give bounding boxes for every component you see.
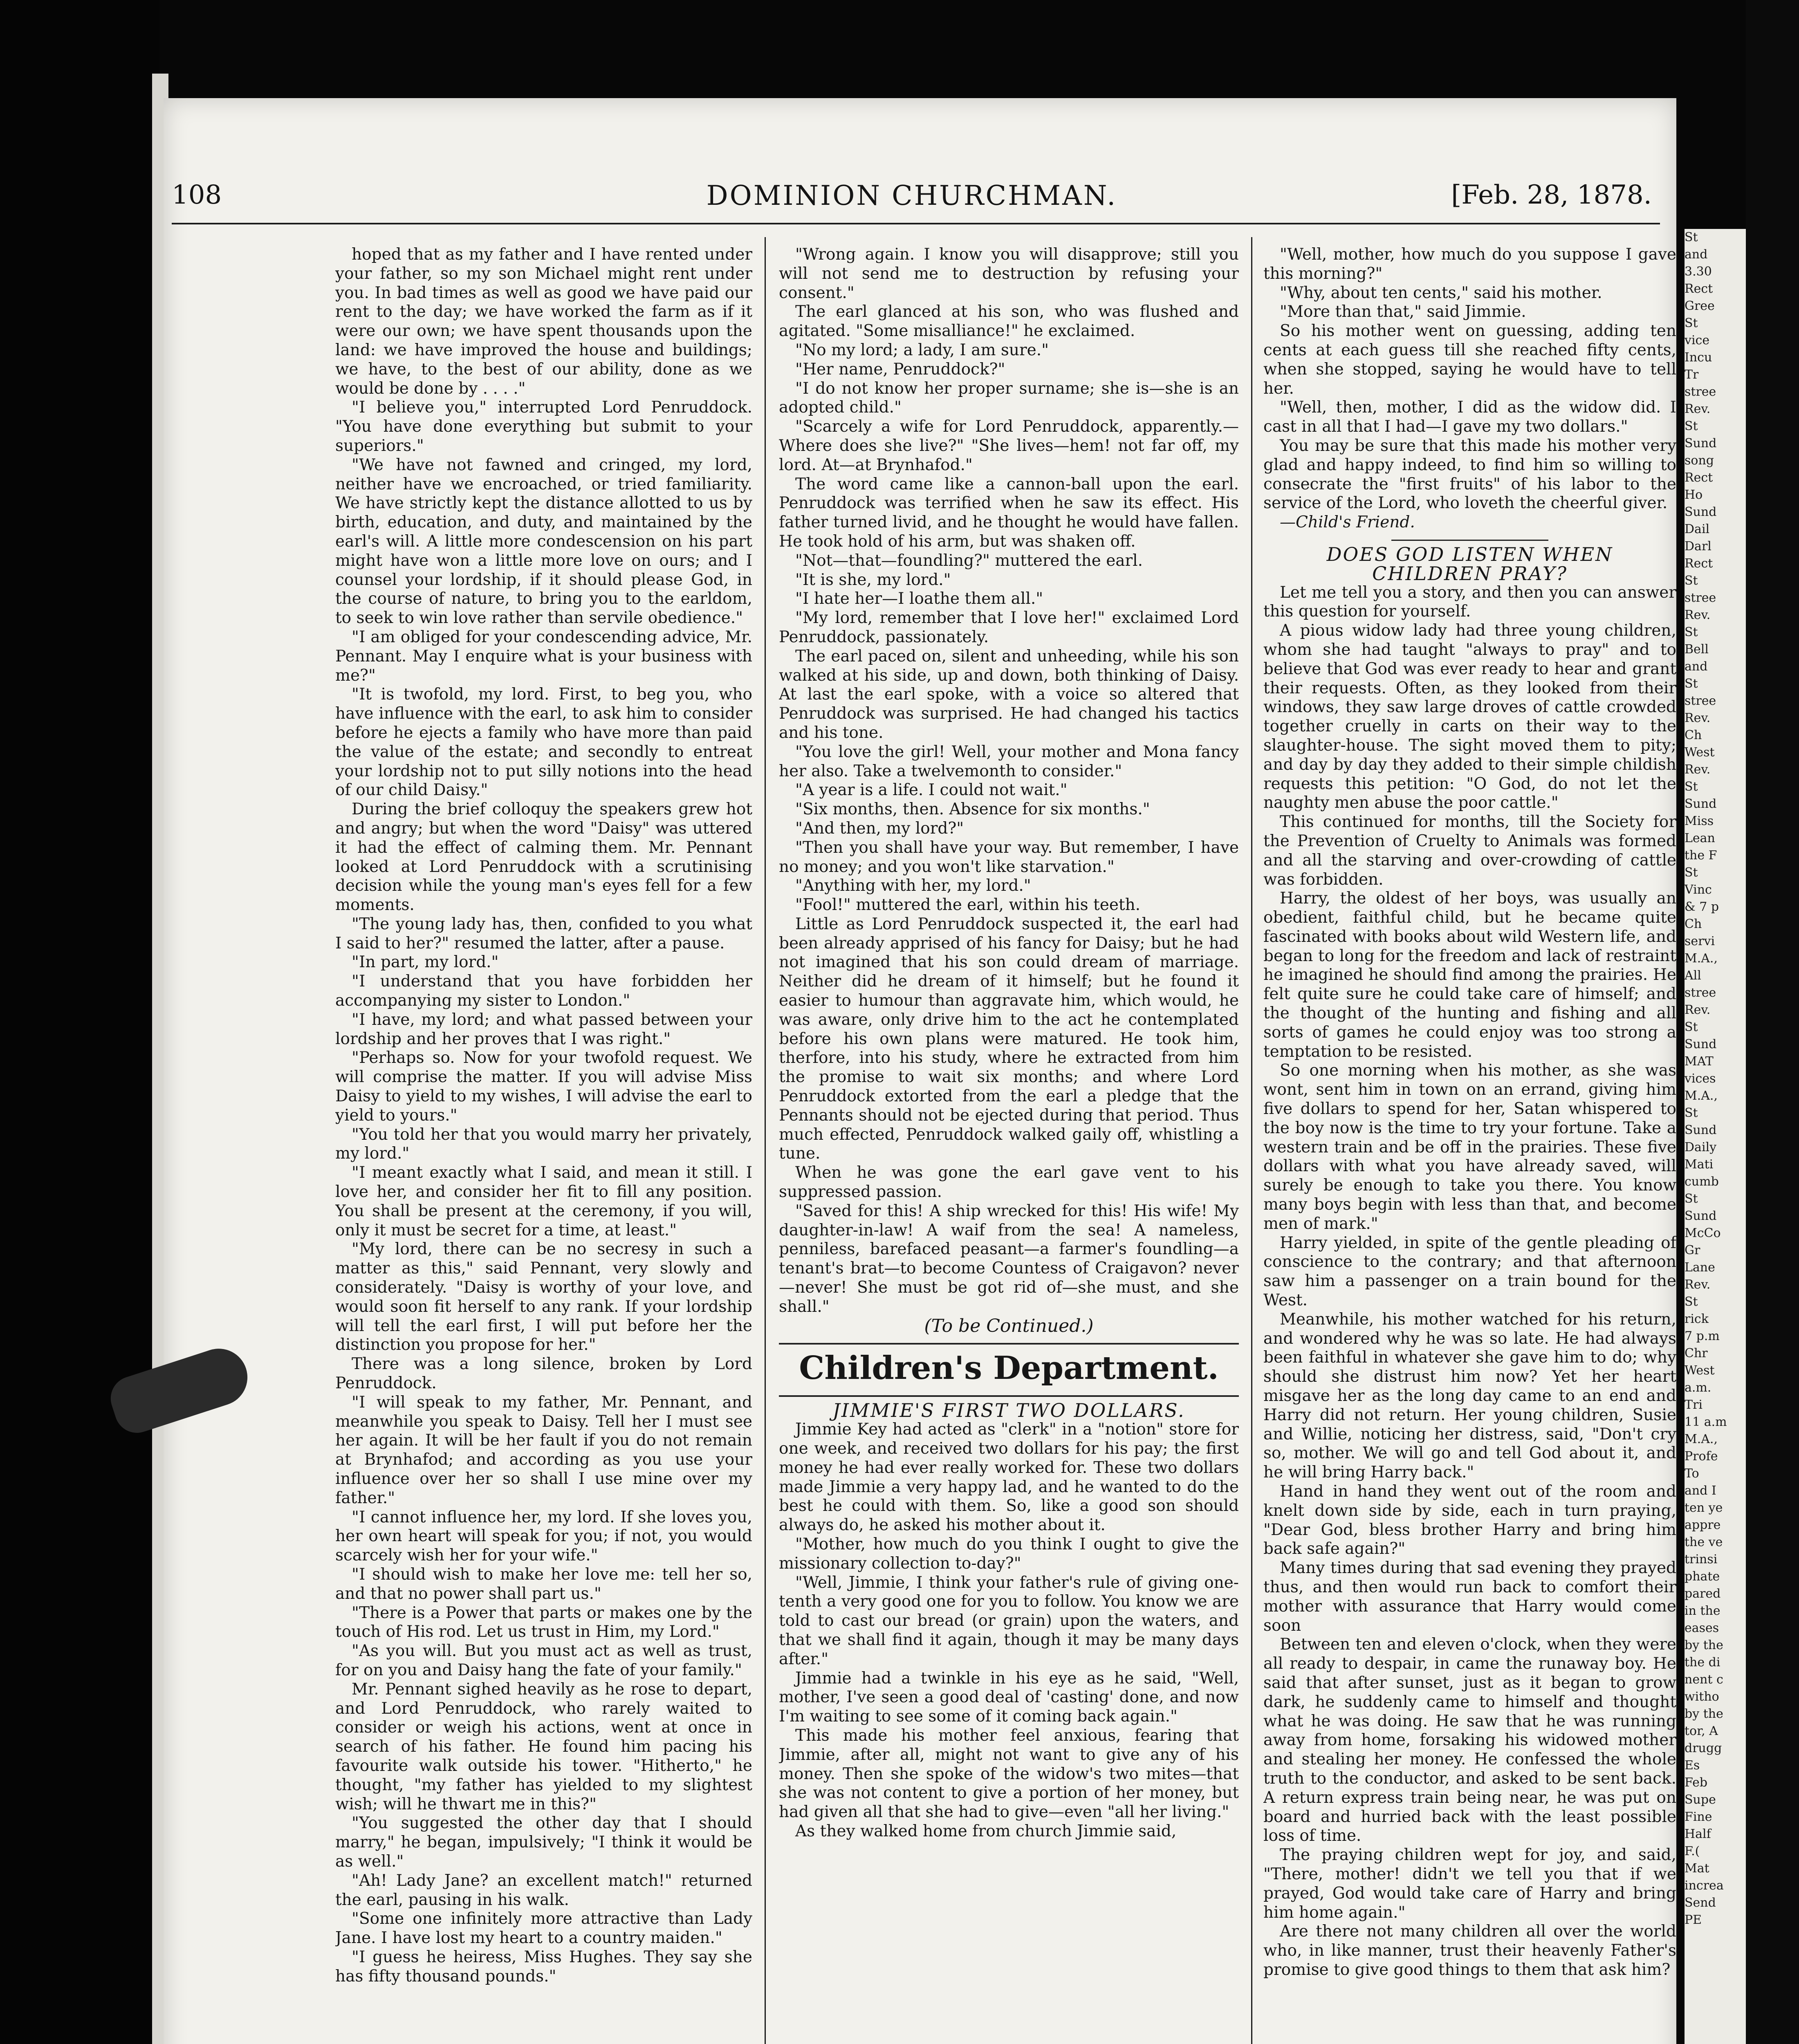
- fragment-line: by the: [1685, 1638, 1723, 1652]
- paragraph: "I meant exactly what I said, and mean it still. I love her, and consider her fit to fill any position. You shall be present at the ceremony, if you will, only it must be secret for a time, at least.": [335, 1163, 752, 1239]
- section-rule: [1391, 540, 1548, 541]
- paragraph: "We have not fawned and cringed, my lord, neither have we encroached, or tried familiarity. We have strictly kept the distance allotted to us by birth, education, and duty, and maintained by the earl's will. A little more condescension on his part might have won a little more love on ours; and I counsel your lordship, if it should please God, in the course of nature, to bring you to the earldom, to seek to win love rather than servile obedience.": [335, 455, 752, 628]
- paragraph: "Six months, then. Absence for six months.": [795, 800, 1150, 819]
- fragment-line: F.(: [1685, 1844, 1700, 1858]
- paragraph: "I will speak to my father, Mr. Pennant, and meanwhile you speak to Daisy. Tell her I must see her again. It will be her fault if you do not remain at Brynhafod; and according as you use your influence over her so shall I use mine over my father.": [335, 1393, 752, 1507]
- fragment-line: St: [1685, 1295, 1698, 1309]
- fragment-line: St: [1685, 865, 1698, 880]
- fragment-line: Sund: [1685, 1209, 1717, 1223]
- paragraph: Let me tell you a story, and then you can answer this question for yourself.: [1263, 583, 1676, 621]
- paragraph: "I do not know her proper surname; she is—she is an adopted child.": [779, 379, 1239, 417]
- paragraph: "Perhaps so. Now for your twofold request. We will comprise the matter. If you will advise Miss Daisy to yield to my wishes, I will advise the earl to yield to yours.": [335, 1049, 752, 1125]
- paragraph: So his mother went on guessing, adding ten cents at each guess till she reached fifty cents, when she stopped, saying he would have to tell her.: [1263, 322, 1676, 398]
- fragment-line: and: [1685, 247, 1708, 262]
- fragment-line: St: [1685, 316, 1698, 330]
- paragraph: "You love the girl! Well, your mother and Mona fancy her also. Take a twelvemonth to consider.": [779, 742, 1239, 780]
- paragraph: "I cannot influence her, my lord. If she loves you, her own heart will speak for you; if not, you would scarcely wish her for your wife.": [335, 1508, 752, 1565]
- fragment-line: Rect: [1685, 471, 1713, 485]
- paragraph: This continued for months, till the Society for the Prevention of Cruelty to Animals was formed and all the starving and over-crowding of cattle was forbidden.: [1263, 813, 1676, 889]
- fragment-line: nent c: [1685, 1672, 1723, 1687]
- paragraph: Meanwhile, his mother watched for his return, and wondered why he was so late. He had always been faithful in whatever she gave him to do; why should she distrust him now? Yet her heart misgave her as the long day came to an end and Harry did not return. Her young children, Susie and Willie, noticing her distress, said, "Don't cry so, mother. We will go and tell God about it, and he will bring Harry back.": [1263, 1310, 1676, 1482]
- page-header: [172, 180, 1652, 217]
- fragment-line: cumb: [1685, 1174, 1719, 1189]
- paragraph: "Why, about ten cents," said his mother.: [1280, 283, 1602, 302]
- fragment-line: St: [1685, 1020, 1698, 1034]
- paragraph: "And then, my lord?": [795, 819, 964, 838]
- paragraph: A pious widow lady had three young children, whom she had taught "always to pray" and to believe that God was ever ready to hear and grant their requests. Often, as they looked from their windows, they saw large droves of cattle crowded together cruelly in carts on their way to the slaughter-house. The sight moved them to pity; and day by day they added to their simple childish requests this petition: "O God, do not let the naughty men abuse the poor cattle.": [1263, 621, 1676, 812]
- fragment-line: Daily: [1685, 1140, 1717, 1154]
- fragment-line: rick: [1685, 1312, 1709, 1326]
- adjacent-page-fragment: [1685, 229, 1746, 2044]
- fragment-line: Tri: [1685, 1398, 1703, 1412]
- paragraph: "Well, mother, how much do you suppose I gave this morning?": [1263, 245, 1676, 283]
- header-rule: [172, 223, 1660, 224]
- paragraph: "In part, my lord.": [352, 953, 499, 972]
- paragraph: Mr. Pennant sighed heavily as he rose to depart, and Lord Penruddock, who rarely waited to consider or weigh his actions, went at once in search of his father. He found him pacing his favourite walk outside his tower. "Hitherto," he thought, "my father has yielded to my slightest wish; will he thwart me in this?": [335, 1680, 752, 1813]
- fragment-line: Gree: [1685, 299, 1715, 313]
- fragment-line: appre: [1685, 1518, 1721, 1532]
- story-credit: —Child's Friend.: [1280, 513, 1415, 532]
- fragment-line: West: [1685, 1363, 1715, 1378]
- paragraph: Jimmie had a twinkle in his eye as he said, "Well, mother, I've seen a good deal of 'casting' done, and now I'm waiting to see some of it coming back again.": [779, 1669, 1239, 1726]
- paragraph: "Not—that—foundling?" muttered the earl.: [795, 551, 1143, 570]
- fragment-line: eases: [1685, 1621, 1719, 1635]
- fragment-line: St: [1685, 625, 1698, 639]
- fragment-line: Ho: [1685, 488, 1703, 502]
- to-be-continued: (To be Continued.): [924, 1315, 1094, 1336]
- paragraph: "There is a Power that parts or makes one by the touch of His rod. Let us trust in Him, my Lord.": [335, 1603, 752, 1641]
- fragment-line: witho: [1685, 1690, 1719, 1704]
- fragment-line: Supe: [1685, 1793, 1716, 1807]
- fragment-line: and: [1685, 659, 1708, 674]
- fragment-line: Mati: [1685, 1157, 1714, 1172]
- paragraph: "Scarcely a wife for Lord Penruddock, apparently.—Where does she live?" "She lives—hem! not far off, my lord. At—at Brynhafod.": [779, 417, 1239, 474]
- fragment-line: Rect: [1685, 556, 1713, 571]
- paragraph: "I understand that you have forbidden her accompanying my sister to London.": [335, 972, 752, 1010]
- paragraph: "I should wish to make her love me: tell her so, and that no power shall part us.": [335, 1565, 752, 1603]
- paragraph: "Saved for this! A ship wrecked for this! His wife! My daughter-in-law! A waif from the sea! A nameless, penniless, barefaced peasant—a farmer's foundling—a tenant's brat—to become Countess of Craigavon? never—never! She must be got rid of—she must, and she shall.": [779, 1201, 1239, 1316]
- scan-border-left: [0, 0, 159, 2044]
- fragment-line: Chr: [1685, 1346, 1708, 1360]
- fragment-line: Gr: [1685, 1243, 1700, 1257]
- paragraph: You may be sure that this made his mother very glad and happy indeed, to find him so willing to consecrate the "first fruits" of his labor to the service of the Lord, who loveth the cheerful giver.: [1263, 436, 1676, 513]
- paragraph: The earl paced on, silent and unheeding, while his son walked at his side, up and down, both thinking of Daisy. At last the earl spoke, with a voice so altered that Penruddock was surprised. He had changed his tactics and his tone.: [779, 647, 1239, 742]
- paragraph: Many times during that sad evening they prayed thus, and then would run back to comfort their mother with assurance that Harry would come soon: [1263, 1559, 1676, 1635]
- fragment-line: M.A.,: [1685, 1089, 1718, 1103]
- paragraph: "My lord, remember that I love her!" exclaimed Lord Penruddock, passionately.: [779, 609, 1239, 646]
- fragment-line: Sund: [1685, 436, 1717, 450]
- fragment-line: Rev.: [1685, 1278, 1711, 1292]
- fragment-line: Darl: [1685, 539, 1712, 554]
- fragment-line: ten ye: [1685, 1501, 1723, 1515]
- fragment-line: Rect: [1685, 282, 1713, 296]
- fragment-line: by the: [1685, 1707, 1723, 1721]
- paragraph: hoped that as my father and I have rented under your father, so my son Michael might rent under you. In bad times as well as good we have paid our rent to the day; we have worked the farm as if it were our own; we have spent thousands upon the land: we have improved the house and buildings; we have, to the best of our ability, done as we would be done by . . . .": [335, 245, 752, 398]
- fragment-line: St: [1685, 1106, 1698, 1120]
- scan-border-right: [1746, 0, 1799, 2044]
- publication-title: DOMINION CHURCHMAN.: [706, 180, 1117, 211]
- paragraph: "Ah! Lady Jane? an excellent match!" returned the earl, pausing in his walk.: [335, 1871, 752, 1909]
- fragment-line: Rev.: [1685, 608, 1711, 622]
- fragment-line: St: [1685, 1192, 1698, 1206]
- paragraph: "I guess he heiress, Miss Hughes. They say she has fifty thousand pounds.": [335, 1948, 752, 1986]
- paragraph: "Her name, Penruddock?": [795, 360, 1005, 379]
- pray-story-body: [1263, 583, 1676, 1980]
- paragraph: Hand in hand they went out of the room and knelt down side by side, each in turn praying, "Dear God, bless brother Harry and bring him back safe again?": [1263, 1482, 1676, 1558]
- fragment-line: phate: [1685, 1569, 1720, 1584]
- paragraph: "The young lady has, then, confided to you what I said to her?" resumed the latter, after a pause.: [335, 914, 752, 953]
- page-number: 108: [172, 180, 222, 210]
- paragraph: Harry yielded, in spite of the gentle pleading of conscience to the contrary; and that afternoon saw him a passenger on a train bound for the West.: [1263, 1233, 1676, 1310]
- paragraph: Are there not many children all over the world who, in like manner, trust their heavenly Father's promise to give good things to them that ask him?: [1263, 1922, 1676, 1979]
- fragment-line: M.A.,: [1685, 951, 1718, 966]
- paragraph: "My lord, there can be no secresy in such a matter as this," said Pennant, very slowly and considerately. "Daisy is worthy of your love, and would soon fit herself to any rank. If your lordship will tell the earl first, I will put before her the distinction you propose for her.": [335, 1240, 752, 1354]
- paragraph: "You told her that you would marry her privately, my lord.": [335, 1125, 752, 1163]
- paragraph: The word came like a cannon-ball upon the earl. Penruddock was terrified when he saw its effect. His father turned livid, and he thought he would have fallen. He took hold of his arm, but was shaken off.: [779, 475, 1239, 551]
- column-1: [335, 245, 752, 2044]
- paragraph: "I have, my lord; and what passed between your lordship and her proves that I was right.": [335, 1010, 752, 1048]
- paragraph: There was a long silence, broken by Lord Penruddock.: [335, 1355, 752, 1393]
- paragraph: "It is twofold, my lord. First, to beg you, who have influence with the earl, to ask him to consider before he ejects a family who have more than paid the value of the estate; and secondly to entreat your lordship not to put silly notions into the head of our child Daisy.": [335, 685, 752, 800]
- fragment-line: McCo: [1685, 1226, 1721, 1240]
- paragraph: "Well, then, mother, I did as the widow did. I cast in all that I had—I gave my two dollars.": [1263, 398, 1676, 436]
- fragment-line: Feb: [1685, 1775, 1708, 1790]
- fragment-line: 7 p.m: [1685, 1329, 1720, 1343]
- fragment-line: West: [1685, 745, 1715, 760]
- fragment-line: Es: [1685, 1758, 1700, 1773]
- fragment-line: stree: [1685, 986, 1716, 1000]
- fragment-line: Fine: [1685, 1810, 1712, 1824]
- fragment-line: M.A.,: [1685, 1432, 1718, 1446]
- fragment-line: Incu: [1685, 350, 1712, 365]
- fragment-line: & 7 p: [1685, 900, 1719, 914]
- paragraph: Jimmie Key had acted as "clerk" in a "notion" store for one week, and received two dollars for his pay; the first money he had ever really worked for. These two dollars made Jimmie a very happy lad, and he wanted to do the best he could with them. So, like a good son should always do, he asked his mother about it.: [779, 1420, 1239, 1535]
- department-rule-top: [779, 1343, 1239, 1345]
- paragraph: "Then you shall have your way. But remember, I have no money; and you won't like starvation.": [779, 838, 1239, 876]
- department-title: Children's Department.: [799, 1349, 1219, 1387]
- fragment-line: Rev.: [1685, 762, 1711, 777]
- fragment-line: Rev.: [1685, 402, 1711, 416]
- paragraph: The praying children wept for joy, and said, "There, mother! didn't we tell you that if we prayed, God would take care of Harry and bring him home again.": [1263, 1846, 1676, 1922]
- jimmie-story-title: JIMMIE'S FIRST TWO DOLLARS.: [832, 1399, 1185, 1422]
- fragment-line: Vinc: [1685, 883, 1712, 897]
- paragraph: This made his mother feel anxious, fearing that Jimmie, after all, might not want to give any of his money. Then she spoke of the widow's two mites—that she was not content to give a portion of her money, but had given all that she had to give—even "all her living.": [779, 1726, 1239, 1822]
- fragment-line: drugg: [1685, 1741, 1722, 1755]
- paragraph: "Mother, how much do you think I ought to give the missionary collection to-day?": [779, 1535, 1239, 1573]
- paragraph: "Anything with her, my lord.": [795, 876, 1031, 895]
- fragment-line: St: [1685, 419, 1698, 433]
- fragment-line: 11 a.m: [1685, 1415, 1727, 1429]
- paragraph: As they walked home from church Jimmie said,: [795, 1822, 1177, 1840]
- fragment-line: and I: [1685, 1484, 1716, 1498]
- paragraph: When he was gone the earl gave vent to his suppressed passion.: [779, 1163, 1239, 1201]
- fragment-line: stree: [1685, 694, 1716, 708]
- fragment-line: Tr: [1685, 368, 1699, 382]
- jimmie-story-body: [779, 1420, 1239, 1841]
- fragment-line: Lane: [1685, 1260, 1715, 1275]
- fragment-line: All: [1685, 968, 1701, 983]
- fragment-line: the di: [1685, 1655, 1720, 1670]
- paragraph: Little as Lord Penruddock suspected it, the earl had been already apprised of his fancy for Daisy; but he had not imagined that his son could dream of marriage. Neither did he dream of it himself; but he found it easier to humour than aggravate him, which would, he was aware, only drive him to the act he contemplated before his own plans were matured. He took him, therfore, into his study, where he extracted from him the promise to wait six months; and where Lord Penruddock extorted from the earl a pledge that the Pennants should not be ejected during that period. Thus much effected, Penruddock walked gaily off, whistling a tune.: [779, 914, 1239, 1163]
- column-rule-2: [1251, 237, 1252, 2044]
- fragment-line: St: [1685, 677, 1698, 691]
- fragment-line: stree: [1685, 591, 1716, 605]
- paragraph: "As you will. But you must act as well as trust, for on you and Daisy hang the fate of your family.": [335, 1642, 752, 1679]
- fragment-line: Rev.: [1685, 1003, 1711, 1017]
- fragment-line: St: [1685, 780, 1698, 794]
- fragment-line: Miss: [1685, 814, 1714, 828]
- fragment-line: in the: [1685, 1604, 1720, 1618]
- column-3: [1263, 245, 1676, 2044]
- pray-story-title: DOES GOD LISTEN WHEN CHILDREN PRAY?: [1326, 543, 1613, 585]
- fragment-line: MAT: [1685, 1054, 1714, 1069]
- department-rule-bottom: [779, 1395, 1239, 1397]
- issue-date: [Feb. 28, 1878.: [1451, 180, 1652, 210]
- paragraph: "It is she, my lord.": [795, 570, 951, 589]
- fragment-line: Mat: [1685, 1861, 1709, 1876]
- fragment-line: Lean: [1685, 831, 1715, 845]
- fragment-line: stree: [1685, 385, 1716, 399]
- paragraph: "I believe you," interrupted Lord Penruddock. "You have done everything but submit to your superiors.": [335, 398, 752, 455]
- fragment-line: vice: [1685, 333, 1710, 347]
- paragraph: "Well, Jimmie, I think your father's rule of giving one-tenth a very good one for you to follow. You know we are told to cast our bread (or grain) upon the waters, and that we shall find it again, though it may be many days after.": [779, 1573, 1239, 1668]
- paragraph: So one morning when his mother, as she was wont, sent him in town on an errand, giving him five dollars to spend for her, Satan whispered to the boy now is the time to try your fortune. Take a western train and be off in the prairies. These five dollars with what you have already saved, will surely be enough to take you there. You know many boys begin with less than that, and become men of mark.": [1263, 1061, 1676, 1233]
- paragraph: During the brief colloquy the speakers grew hot and angry; but when the word "Daisy" was uttered it had the effect of calming them. Mr. Pennant looked at Lord Penruddock with a scrutinising decision while the young man's eyes fell for a few moments.: [335, 800, 752, 914]
- fragment-line: increa: [1685, 1878, 1724, 1893]
- column-rule-1: [765, 237, 766, 2044]
- fragment-line: Rev.: [1685, 711, 1711, 725]
- column-2: [779, 245, 1239, 2044]
- fragment-line: St: [1685, 574, 1698, 588]
- fragment-line: St: [1685, 230, 1698, 244]
- paragraph: The earl glanced at his son, who was flushed and agitated. "Some misalliance!" he exclaimed.: [779, 303, 1239, 341]
- fragment-line: Sund: [1685, 505, 1717, 519]
- fragment-line: Bell: [1685, 642, 1709, 657]
- fragment-line: trinsi: [1685, 1552, 1718, 1567]
- paragraph: "I am obliged for your condescending advice, Mr. Pennant. May I enquire what is your business with me?": [335, 628, 752, 685]
- story-continuation: [779, 245, 1239, 1317]
- fragment-line: Sund: [1685, 1123, 1717, 1137]
- fragment-line: Sund: [1685, 797, 1717, 811]
- fragment-line: Half: [1685, 1827, 1711, 1841]
- fragment-line: the ve: [1685, 1535, 1723, 1549]
- paragraph: "A year is a life. I could not wait.": [795, 781, 1068, 800]
- fragment-line: vices: [1685, 1071, 1716, 1086]
- fragment-line: tor, A: [1685, 1724, 1718, 1738]
- paragraph: "You suggested the other day that I should marry," he began, impulsively; "I think it would be as well.": [335, 1814, 752, 1871]
- fragment-line: Sund: [1685, 1037, 1717, 1051]
- fragment-line: the F: [1685, 848, 1717, 863]
- fragment-line: a.m.: [1685, 1381, 1712, 1395]
- fragment-line: Send: [1685, 1896, 1716, 1910]
- fragment-line: song: [1685, 453, 1714, 468]
- fragment-line: PE: [1685, 1913, 1702, 1927]
- paragraph: "Fool!" muttered the earl, within his teeth.: [795, 896, 1141, 914]
- fragment-line: To: [1685, 1466, 1699, 1481]
- paragraph: Between ten and eleven o'clock, when they were all ready to despair, in came the runaway boy. He said that after sunset, just as it began to grow dark, he suddenly came to himself and thought what he was doing. He saw that he was running away from home, forsaking his widowed mother and stealing her money. He confessed the whole truth to the conductor, and asked to be sent back. A return express train being near, he was put on board and hurried back with the least possible loss of time.: [1263, 1635, 1676, 1845]
- fragment-line: Ch: [1685, 917, 1702, 931]
- fragment-line: Ch: [1685, 728, 1702, 742]
- fragment-line: pared: [1685, 1587, 1721, 1601]
- paragraph: "I hate her—I loathe them all.": [795, 589, 1043, 608]
- paragraph: "No my lord; a lady, I am sure.": [795, 341, 1049, 359]
- fragment-line: Profe: [1685, 1449, 1718, 1464]
- paragraph: "Wrong again. I know you will disapprove; still you will not send me to destruction by refusing your consent.": [779, 245, 1239, 302]
- paragraph: "More than that," said Jimmie.: [1280, 303, 1526, 321]
- fragment-line: servi: [1685, 934, 1715, 948]
- fragment-line: 3.30: [1685, 264, 1712, 279]
- fragment-line: Dail: [1685, 522, 1710, 536]
- paragraph: "Some one infinitely more attractive than Lady Jane. I have lost my heart to a country maiden.": [335, 1910, 752, 1948]
- paragraph: Harry, the oldest of her boys, was usually an obedient, faithful child, but he became quite fascinated with books about wild Western life, and began to long for the freedom and lack of restraint he imagined he should find among the prairies. He felt quite sure he could take care of himself; and the thought of the hunting and fishing and all sorts of games he could enjoy was too strong a temptation to be resisted.: [1263, 889, 1676, 1061]
- jimmie-story-end: [1263, 245, 1676, 513]
